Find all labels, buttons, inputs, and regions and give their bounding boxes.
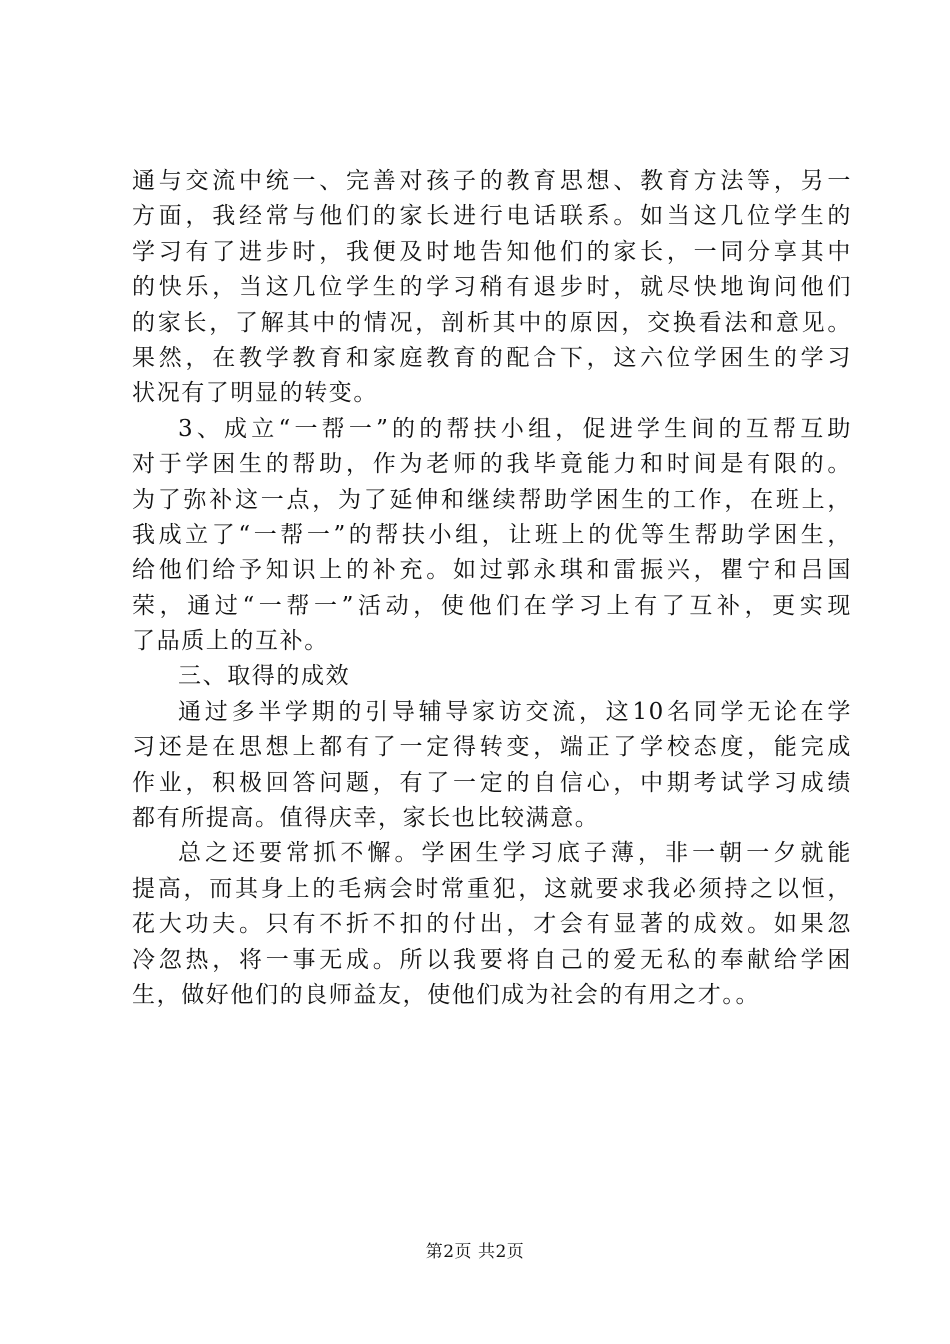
text-line: 对于学困生的帮助，作为老师的我毕竟能力和时间是有限的。	[132, 451, 852, 478]
page-number-footer: 第2页 共2页	[425, 1242, 525, 1262]
text-line: 果然，在教学教育和家庭教育的配合下，这六位学困生的学习	[132, 344, 852, 371]
text-line: 的快乐，当这几位学生的学习稍有退步时，就尽快地询问他们	[132, 274, 852, 301]
text-line: 习还是在思想上都有了一定得转变，端正了学校态度，能完成	[132, 734, 852, 761]
text-line: 了品质上的互补。	[132, 628, 329, 655]
text-line: 给他们给予知识上的补充。如过郭永琪和雷振兴，瞿宁和吕国	[132, 557, 852, 584]
text-line: 通与交流中统一、完善对孩子的教育思想、教育方法等，另一	[132, 168, 852, 194]
text-line: 花大功夫。只有不折不扣的付出，才会有显著的成效。如果忽	[132, 911, 852, 938]
text-line: 我成立了“一帮一”的帮扶小组，让班上的优等生帮助学困生，	[132, 521, 852, 548]
text-line: 作业，积极回答问题，有了一定的自信心，中期考试学习成绩	[132, 769, 852, 796]
text-line: 总之还要常抓不懈。学困生学习底子薄，非一朝一夕就能	[178, 840, 852, 867]
text-line: 学习有了进步时，我便及时地告知他们的家长，一同分享其中	[132, 238, 852, 265]
text-line: 的家长，了解其中的情况，剖析其中的原因，交换看法和意见。	[132, 309, 852, 336]
text-line: 冷忽热，将一事无成。所以我要将自己的爱无私的奉献给学困	[132, 946, 852, 973]
text-line: 方面，我经常与他们的家长进行电话联系。如当这几位学生的	[132, 203, 852, 230]
text-line: 提高，而其身上的毛病会时常重犯，这就要求我必须持之以恒，	[132, 875, 852, 902]
text-line: 荣，通过“一帮一”活动，使他们在学习上有了互补，更实现	[132, 592, 852, 619]
text-line: 都有所提高。值得庆幸，家长也比较满意。	[132, 805, 600, 832]
text-line: 状况有了明显的转变。	[132, 380, 378, 407]
text-line: 通过多半学期的引导辅导家访交流，这10名同学无论在学	[178, 698, 852, 725]
document-body	[132, 164, 852, 1013]
section-heading: 3、成立“一帮一”的的帮扶小组，促进学生间的互帮互助	[178, 415, 852, 442]
section-heading: 三、取得的成效	[178, 663, 351, 690]
text-line: 为了弥补这一点，为了延伸和继续帮助学困生的工作，在班上，	[132, 486, 852, 513]
text-line: 生，做好他们的良师益友，使他们成为社会的有用之才。。	[132, 981, 761, 1008]
